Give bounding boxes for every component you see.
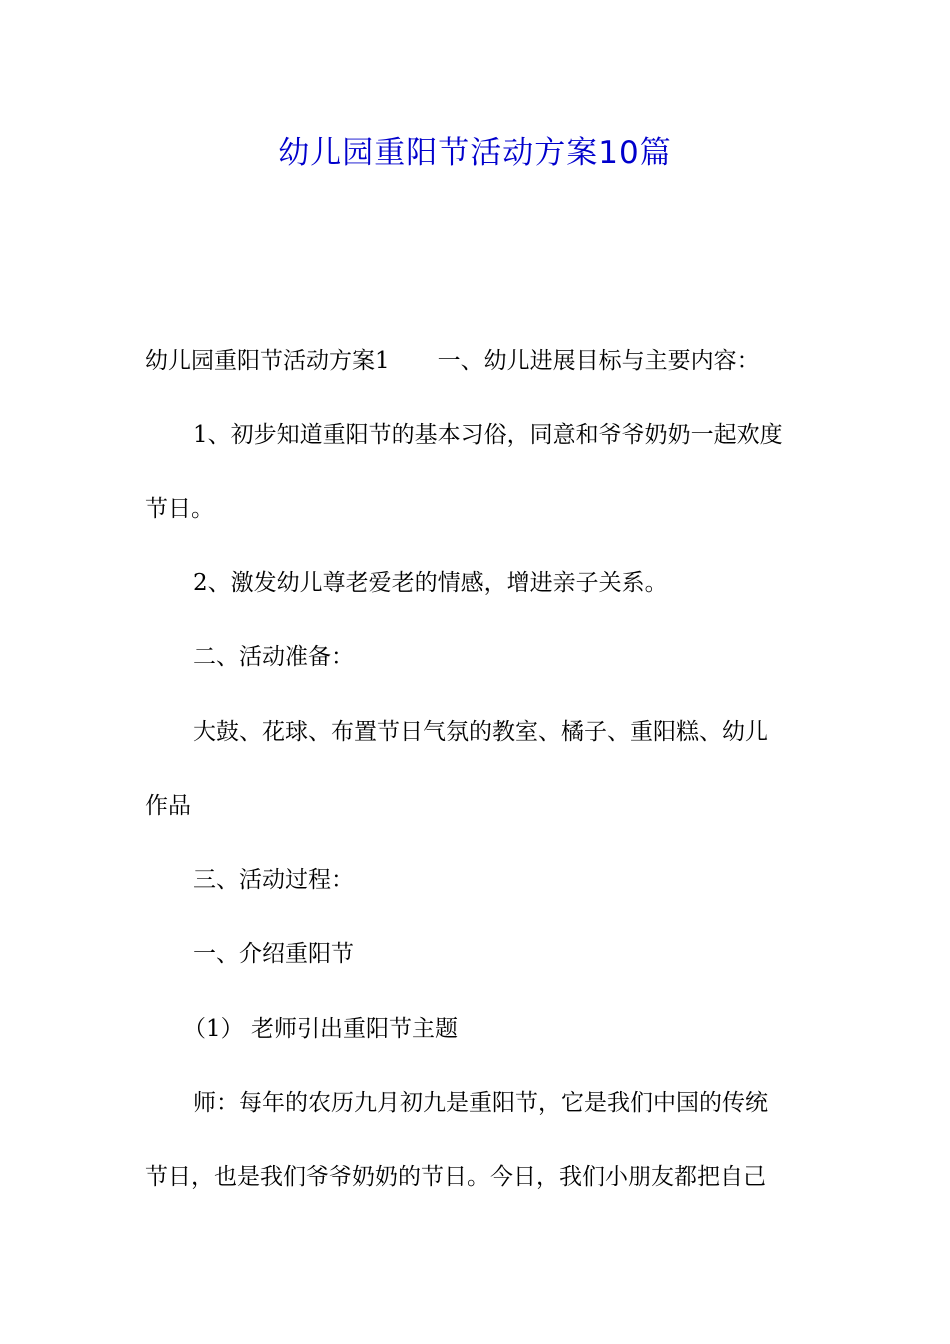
paragraph-line: 节日。 [145,496,214,522]
goals-heading: 一、幼儿进展目标与主要内容： [437,348,760,374]
paragraph-line: 师：每年的农历九月初九是重阳节，它是我们中国的传统 [193,1090,768,1116]
paragraph-line: 1、初步知道重阳节的基本习俗，同意和爷爷奶奶一起欢度 [193,422,783,448]
document-title: 幼儿园重阳节活动方案10篇 [278,135,672,171]
paragraph-line: 一、介绍重阳节 [193,941,354,967]
paragraph-line: 大鼓、花球、布置节日气氛的教室、橘子、重阳糕、幼儿 [193,719,768,745]
paragraph-line: 二、活动准备： [193,644,354,670]
paragraph-line: 作品 [145,793,191,819]
paragraph-line: 三、活动过程： [193,867,354,893]
paragraph-line: 2、激发幼儿尊老爱老的情感，增进亲子关系。 [193,570,668,596]
plan-heading: 幼儿园重阳节活动方案1 [145,348,390,374]
paragraph-line: （1） 老师引出重阳节主题 [183,1016,458,1042]
paragraph-line: 节日，也是我们爷爷奶奶的节日。今日，我们小朋友都把自己 [145,1164,766,1190]
section-heading [145,343,760,379]
